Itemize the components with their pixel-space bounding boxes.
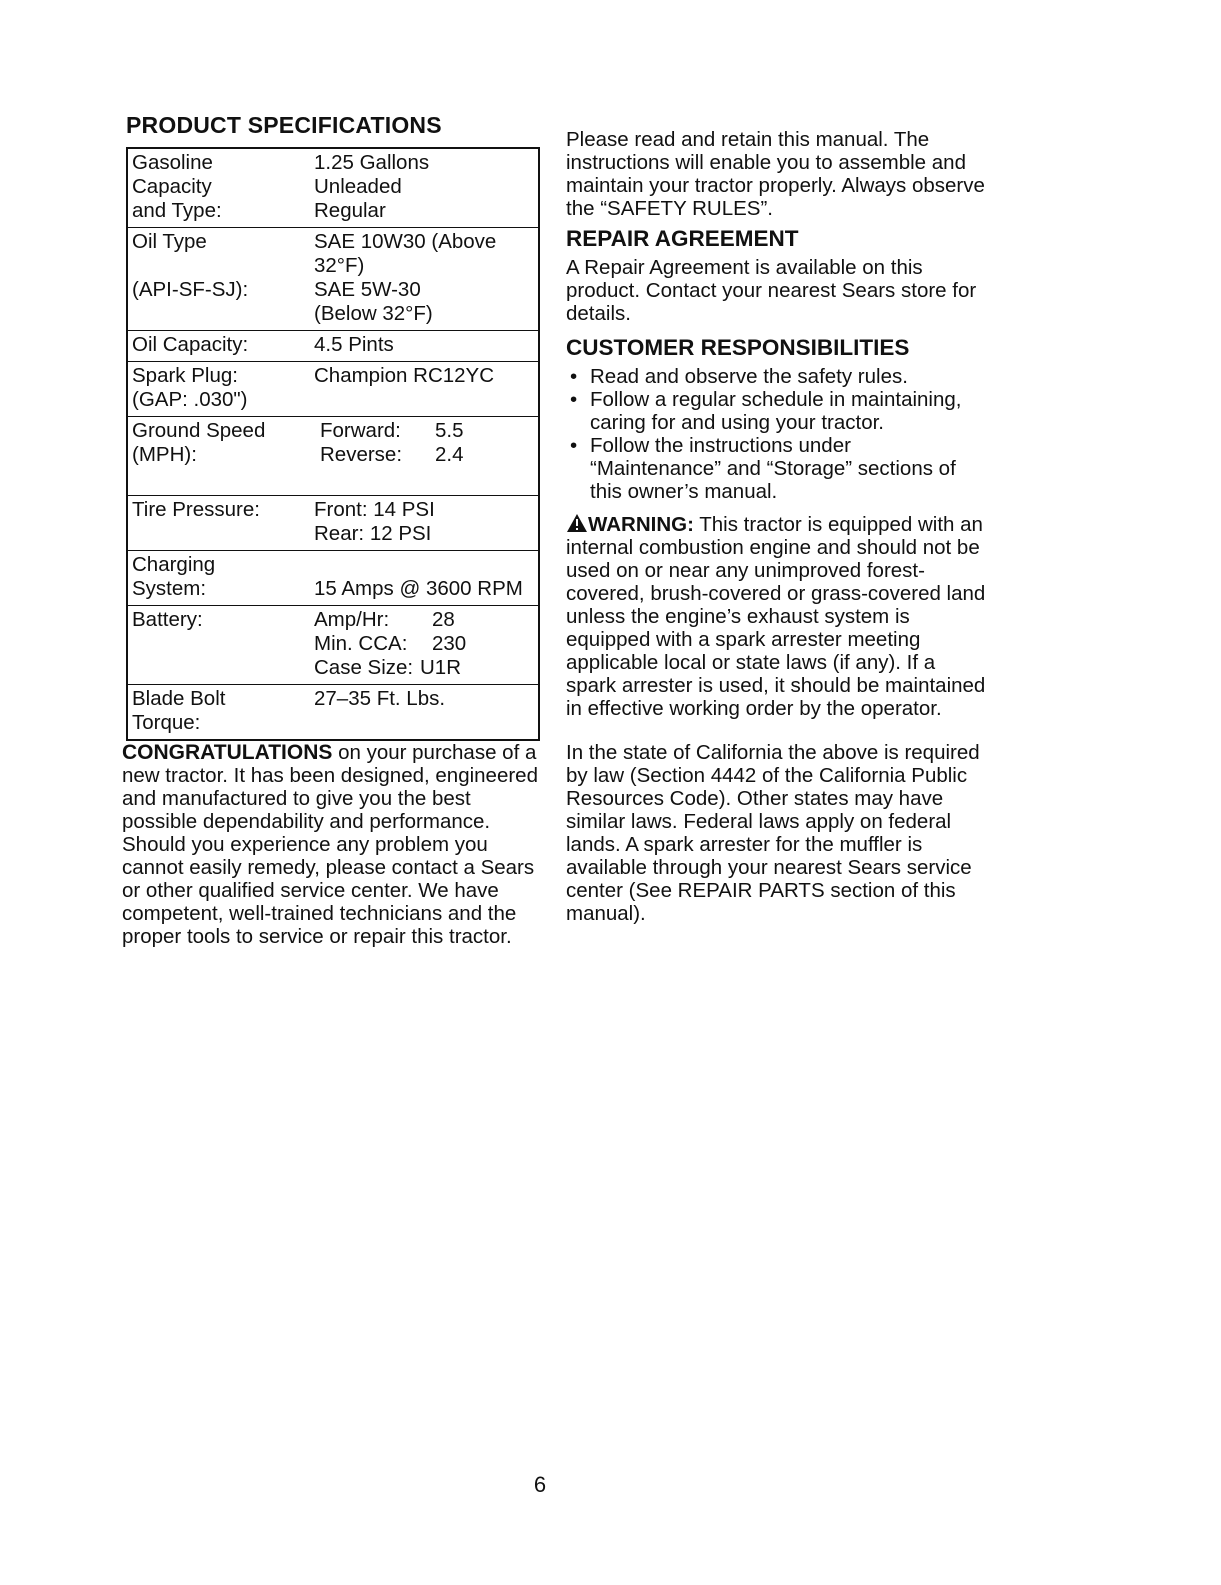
bullet-icon: • bbox=[570, 388, 578, 411]
spec-label: (GAP: .030") bbox=[132, 388, 248, 411]
spec-value: 4.5 Pints bbox=[314, 333, 394, 356]
table-row bbox=[127, 606, 539, 685]
spec-value: 27–35 Ft. Lbs. bbox=[314, 687, 446, 710]
forward-label: Forward: bbox=[320, 419, 401, 442]
list-item: • Follow a regular schedule in maintaining, caring for and using your tractor. bbox=[570, 388, 962, 434]
spec-value: Champion RC12YC bbox=[314, 364, 495, 387]
warning-paragraph: WARNING: This tractor is equipped with an internal combustion engine and should not be used on or near any unimproved forest-covered, brush-covered or grass-covered land unless the engine’s exhaust system is equipped with a spark arrester meeting applicable local or state laws (if any). If a spark arrester is used, it should be maintained in effective working order by the operator. bbox=[566, 513, 986, 720]
warning-triangle-icon bbox=[566, 513, 588, 533]
page-number: 6 bbox=[533, 1472, 547, 1497]
bullet-icon: • bbox=[570, 434, 578, 457]
spec-value: Front: 14 PSI bbox=[314, 498, 435, 521]
spec-value: 1.25 Gallons bbox=[314, 151, 430, 174]
table-row bbox=[127, 148, 539, 228]
spec-label: Charging bbox=[132, 553, 216, 576]
california-paragraph: In the state of California the above is required by law (Section 4442 of the California Public Resources Code). Other states may have similar laws. Federal laws apply on federal lands. A spark arrester for the muffler is available through your nearest Sears service center (See REPAIR PARTS section of this manual). bbox=[566, 740, 980, 925]
right-column bbox=[566, 128, 986, 925]
responsibilities-list bbox=[566, 365, 986, 503]
customer-responsibilities-heading: CUSTOMER RESPONSIBILITIES bbox=[566, 335, 910, 360]
case-size-label: Case Size: bbox=[314, 656, 414, 679]
spec-value: Rear: 12 PSI bbox=[314, 522, 432, 545]
spec-label: Gasoline bbox=[132, 151, 213, 174]
spec-label: Tire Pressure: bbox=[132, 498, 260, 521]
spec-label: and Type: bbox=[132, 199, 222, 222]
table-row bbox=[127, 551, 539, 606]
specifications-table bbox=[126, 147, 540, 741]
case-size-value: U1R bbox=[420, 656, 462, 679]
spec-label: Blade Bolt bbox=[132, 687, 226, 710]
spec-label: Torque: bbox=[132, 711, 201, 734]
reverse-label: Reverse: bbox=[320, 443, 403, 466]
spec-value: SAE 5W-30 bbox=[314, 278, 421, 301]
bullet-icon: • bbox=[570, 365, 578, 388]
service-paragraph: Should you experience any problem you cannot easily remedy, please contact a Sears or other qualified service center. We have competent, well-trained technicians and the proper tools to service or repair this tractor. bbox=[122, 833, 535, 948]
spec-value: (Below 32°F) bbox=[314, 302, 433, 325]
spec-label: Oil Capacity: bbox=[132, 333, 249, 356]
spec-value: Unleaded bbox=[314, 175, 402, 198]
spec-value: 32°F) bbox=[314, 254, 365, 277]
reverse-value: 2.4 bbox=[435, 443, 464, 466]
table-row bbox=[127, 496, 539, 551]
list-item: • Follow the instructions under “Maintenance” and “Storage” sections of this owner’s manual. bbox=[570, 434, 956, 503]
spec-label: (MPH): bbox=[132, 443, 197, 466]
spec-value: Regular bbox=[314, 199, 386, 222]
table-row bbox=[127, 362, 539, 417]
spec-value: SAE 10W30 (Above bbox=[314, 230, 497, 253]
specifications-title: PRODUCT SPECIFICATIONS bbox=[126, 112, 442, 138]
spec-label: Battery: bbox=[132, 608, 203, 631]
spec-label: Capacity bbox=[132, 175, 212, 198]
min-cca-label: Min. CCA: bbox=[314, 632, 408, 655]
table-row bbox=[127, 228, 539, 331]
spec-label: Spark Plug: bbox=[132, 364, 238, 387]
min-cca-value: 230 bbox=[432, 632, 467, 655]
intro-paragraph: Please read and retain this manual. The instructions will enable you to assemble and maintain your tractor properly. Always observe the “SAFETY RULES”. bbox=[566, 128, 985, 220]
table-row bbox=[127, 331, 539, 362]
repair-agreement-text: A Repair Agreement is available on this product. Contact your nearest Sears store for details. bbox=[566, 256, 977, 325]
table-row bbox=[127, 685, 539, 741]
amp-hr-value: 28 bbox=[432, 608, 455, 631]
warning-label: WARNING: bbox=[588, 513, 694, 536]
congratulations-paragraph: CONGRATULATIONS on your purchase of a new tractor. It has been designed, engineered and manufactured to give you the best possible dependability and performance. bbox=[122, 741, 538, 833]
table-row bbox=[127, 417, 539, 496]
congratulations-heading: CONGRATULATIONS bbox=[122, 741, 333, 764]
forward-value: 5.5 bbox=[435, 419, 464, 442]
spec-label: System: bbox=[132, 577, 207, 600]
repair-agreement-heading: REPAIR AGREEMENT bbox=[566, 226, 799, 251]
spec-label: (API-SF-SJ): bbox=[132, 278, 249, 301]
spec-label: Ground Speed bbox=[132, 419, 266, 442]
spec-label: Oil Type bbox=[132, 230, 207, 253]
amp-hr-label: Amp/Hr: bbox=[314, 608, 390, 631]
left-column bbox=[122, 112, 542, 948]
spec-value: 15 Amps @ 3600 RPM bbox=[314, 577, 523, 600]
list-item: • Read and observe the safety rules. bbox=[570, 365, 908, 388]
